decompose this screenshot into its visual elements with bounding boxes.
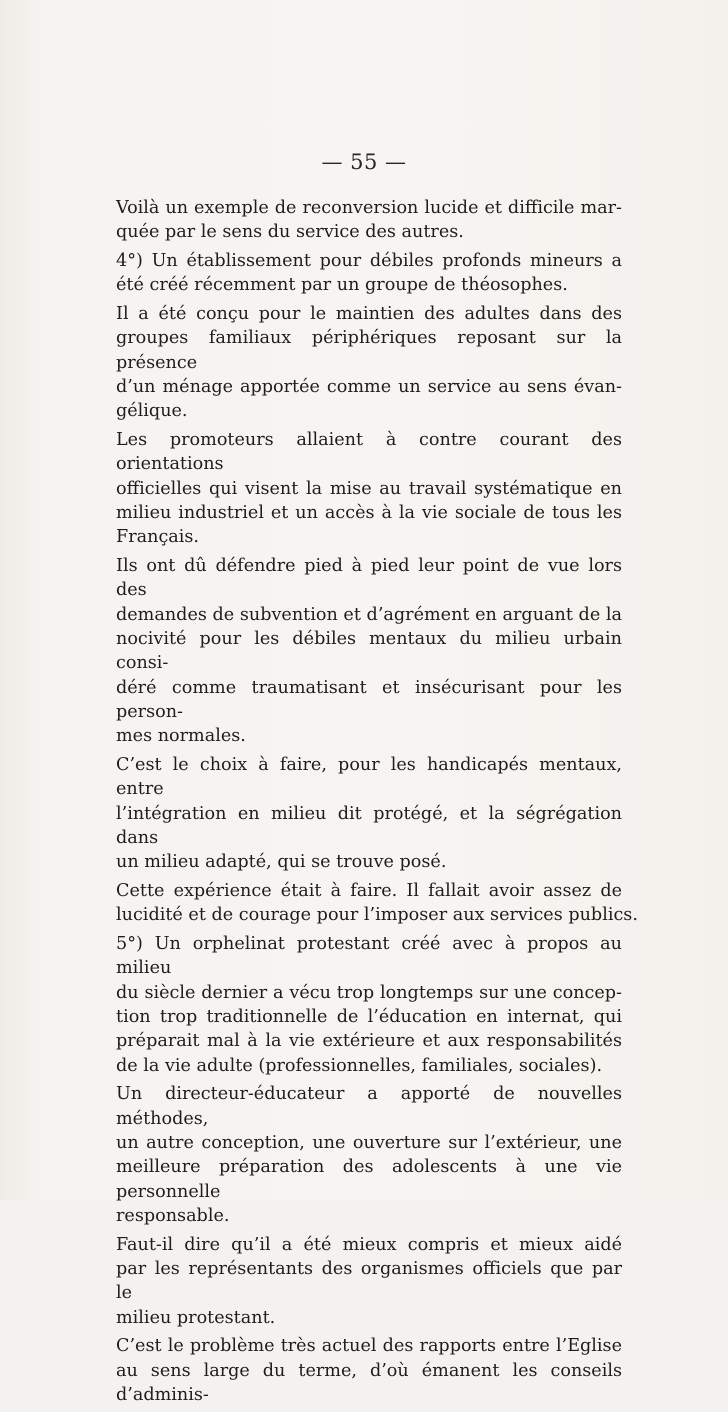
text-line: milieu industriel et un accès à la vie sociale de tous les [116,503,622,524]
paragraph [116,196,622,245]
text-line: été créé récemment par un groupe de théosophes. [116,275,568,296]
text-line: préparait mal à la vie extérieure et aux responsabilités [116,1031,622,1052]
text-line: 5°) Un orphelinat protestant créé avec à propos au milieu [116,934,622,979]
text-line: officielles qui visent la mise au travail systématique en [116,478,622,499]
paragraph [116,302,622,423]
paragraph [116,1082,622,1228]
paragraph [116,428,622,549]
text-line: un autre conception, une ouverture sur l’extérieur, une [116,1132,622,1153]
paragraph [116,249,622,298]
text-line: demandes de subvention et d’agrément en arguant de la [116,604,622,625]
text-line: responsable. [116,1205,230,1226]
text-line: meilleure préparation des adolescents à une vie personnelle [116,1157,622,1202]
text-line: groupes familiaux périphériques reposant sur la présence [116,328,622,373]
paragraph [116,932,622,1078]
text-line: Voilà un exemple de reconversion lucide et difficile mar- [116,198,622,218]
text-line: Cette expérience était à faire. Il fallait avoir assez de [116,881,622,902]
text-line: l’intégration en milieu dit protégé, et la ségrégation dans [116,803,622,848]
body-text [116,196,638,1412]
text-line: C’est le problème très actuel des rapports entre l’Eglise [116,1336,622,1357]
text-line: déré comme traumatisant et insécurisant pour les person- [116,677,622,722]
text-line: au sens large du terme, d’où émanent les conseils d’adminis- [116,1360,622,1405]
text-line: gélique. [116,401,188,422]
text-line: de la vie adulte (professionnelles, familiales, sociales). [116,1055,603,1076]
text-line: lucidité et de courage pour l’imposer aux services publics. [116,905,638,926]
text-line: quée par le sens du service des autres. [116,222,464,243]
text-line: Il a été conçu pour le maintien des adultes dans des [116,304,622,325]
text-line: 4°) Un établissement pour débiles profonds mineurs a [116,251,622,272]
page-number: — 55 — [321,150,407,174]
text-line: Un directeur-éducateur a apporté de nouvelles méthodes, [116,1084,622,1129]
text-line: mes normales. [116,726,246,747]
text-line: d’un ménage apportée comme un service au sens évan- [116,377,622,398]
paragraph [116,1334,622,1407]
paragraph [116,1233,622,1330]
text-line: C’est le choix à faire, pour les handicapés mentaux, entre [116,755,622,800]
text-line: nocivité pour les débiles mentaux du milieu urbain consi- [116,629,622,674]
text-line: un milieu adapté, qui se trouve posé. [116,852,447,873]
text-line: Ils ont dû défendre pied à pied leur point de vue lors des [116,556,622,601]
text-line: Français. [116,527,200,548]
paragraph [116,554,622,748]
paragraph [116,753,622,874]
text-line: du siècle dernier a vécu trop longtemps sur une concep- [116,982,622,1003]
text-line: Les promoteurs allaient à contre courant des orientations [116,430,622,475]
paragraph [116,879,638,928]
text-line: par les représentants des organismes officiels que par le [116,1258,622,1304]
text-line: milieu protestant. [116,1307,276,1328]
text-line: tion trop traditionnelle de l’éducation en internat, qui [116,1007,622,1027]
text-line: Faut-il dire qu’il a été mieux compris et mieux aidé [116,1234,622,1255]
